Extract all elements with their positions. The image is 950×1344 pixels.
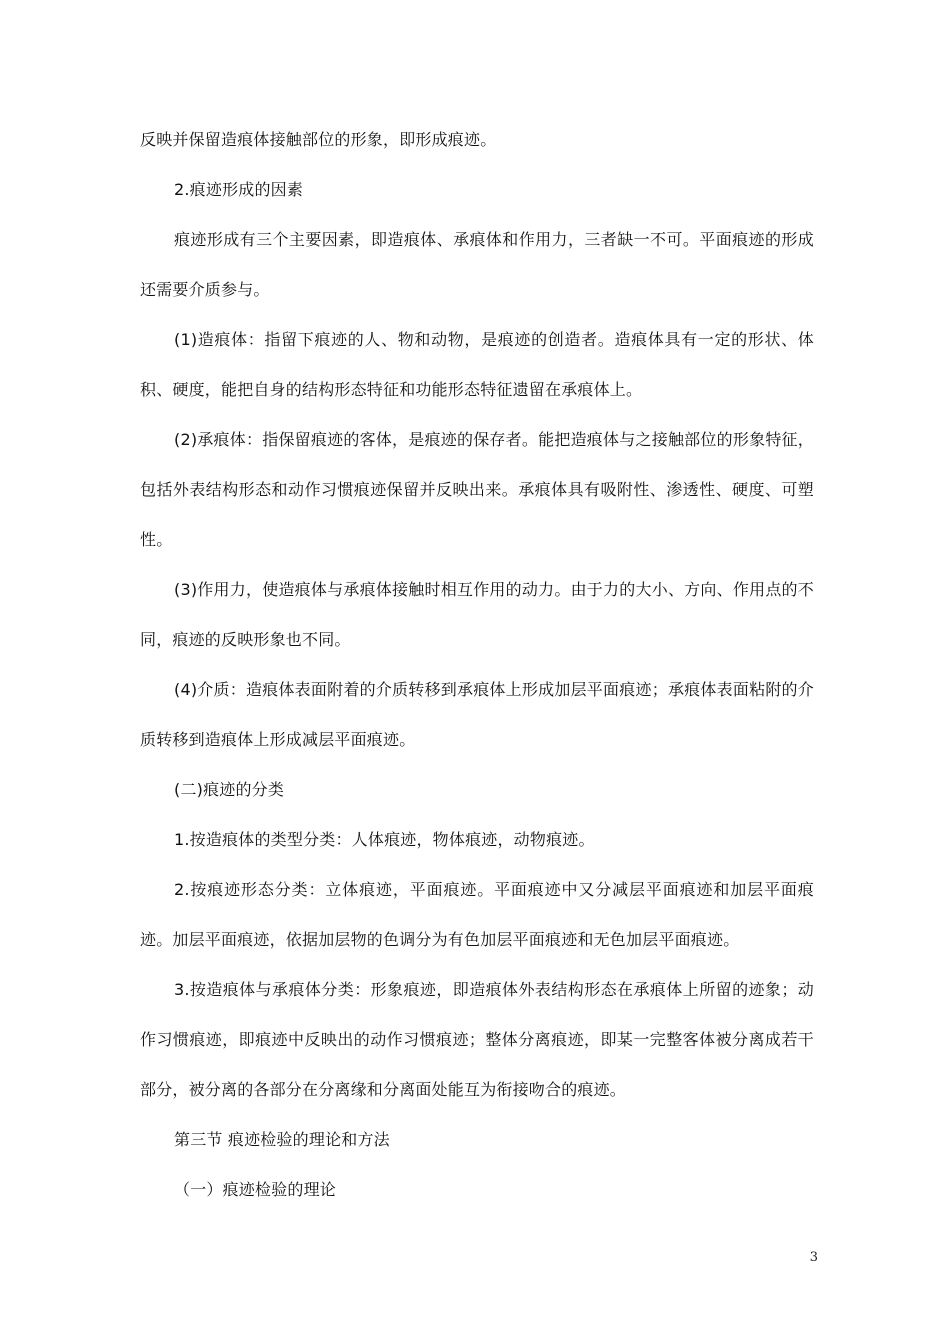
paragraph: 痕迹形成有三个主要因素，即造痕体、承痕体和作用力，三者缺一不可。平面痕迹的形成还需要介质参与。 bbox=[140, 230, 814, 299]
paragraph: (3)作用力，使造痕体与承痕体接触时相互作用的动力。由于力的大小、方向、作用点的不同，痕迹的反映形象也不同。 bbox=[140, 580, 814, 649]
section-heading: 第三节 痕迹检验的理论和方法 bbox=[174, 1130, 390, 1149]
paragraph: (4)介质：造痕体表面附着的介质转移到承痕体上形成加层平面痕迹；承痕体表面粘附的介质转移到造痕体上形成减层平面痕迹。 bbox=[140, 680, 814, 749]
section-heading: (二)痕迹的分类 bbox=[174, 780, 285, 799]
document-body bbox=[140, 115, 814, 1215]
paragraph: (1)造痕体：指留下痕迹的人、物和动物，是痕迹的创造者。造痕体具有一定的形状、体积、硬度，能把自身的结构形态特征和功能形态特征遗留在承痕体上。 bbox=[140, 330, 814, 399]
paragraph: 2.按痕迹形态分类：立体痕迹，平面痕迹。平面痕迹中又分减层平面痕迹和加层平面痕迹。加层平面痕迹，依据加层物的色调分为有色加层平面痕迹和无色加层平面痕迹。 bbox=[140, 880, 814, 949]
paragraph: 3.按造痕体与承痕体分类：形象痕迹，即造痕体外表结构形态在承痕体上所留的迹象；动作习惯痕迹，即痕迹中反映出的动作习惯痕迹；整体分离痕迹，即某一完整客体被分离成若干部分，被分离的各部分在分离缘和分离面处能互为衔接吻合的痕迹。 bbox=[140, 980, 814, 1099]
paragraph: 反映并保留造痕体接触部位的形象，即形成痕迹。 bbox=[140, 130, 497, 149]
paragraph: 1.按造痕体的类型分类：人体痕迹，物体痕迹，动物痕迹。 bbox=[174, 830, 595, 849]
section-heading: （一）痕迹检验的理论 bbox=[174, 1180, 337, 1199]
page-number: 3 bbox=[809, 1250, 818, 1265]
paragraph: (2)承痕体：指保留痕迹的客体，是痕迹的保存者。能把造痕体与之接触部位的形象特征，包括外表结构形态和动作习惯痕迹保留并反映出来。承痕体具有吸附性、渗透性、硬度、可塑性。 bbox=[140, 430, 814, 549]
section-heading: 2.痕迹形成的因素 bbox=[174, 180, 304, 199]
